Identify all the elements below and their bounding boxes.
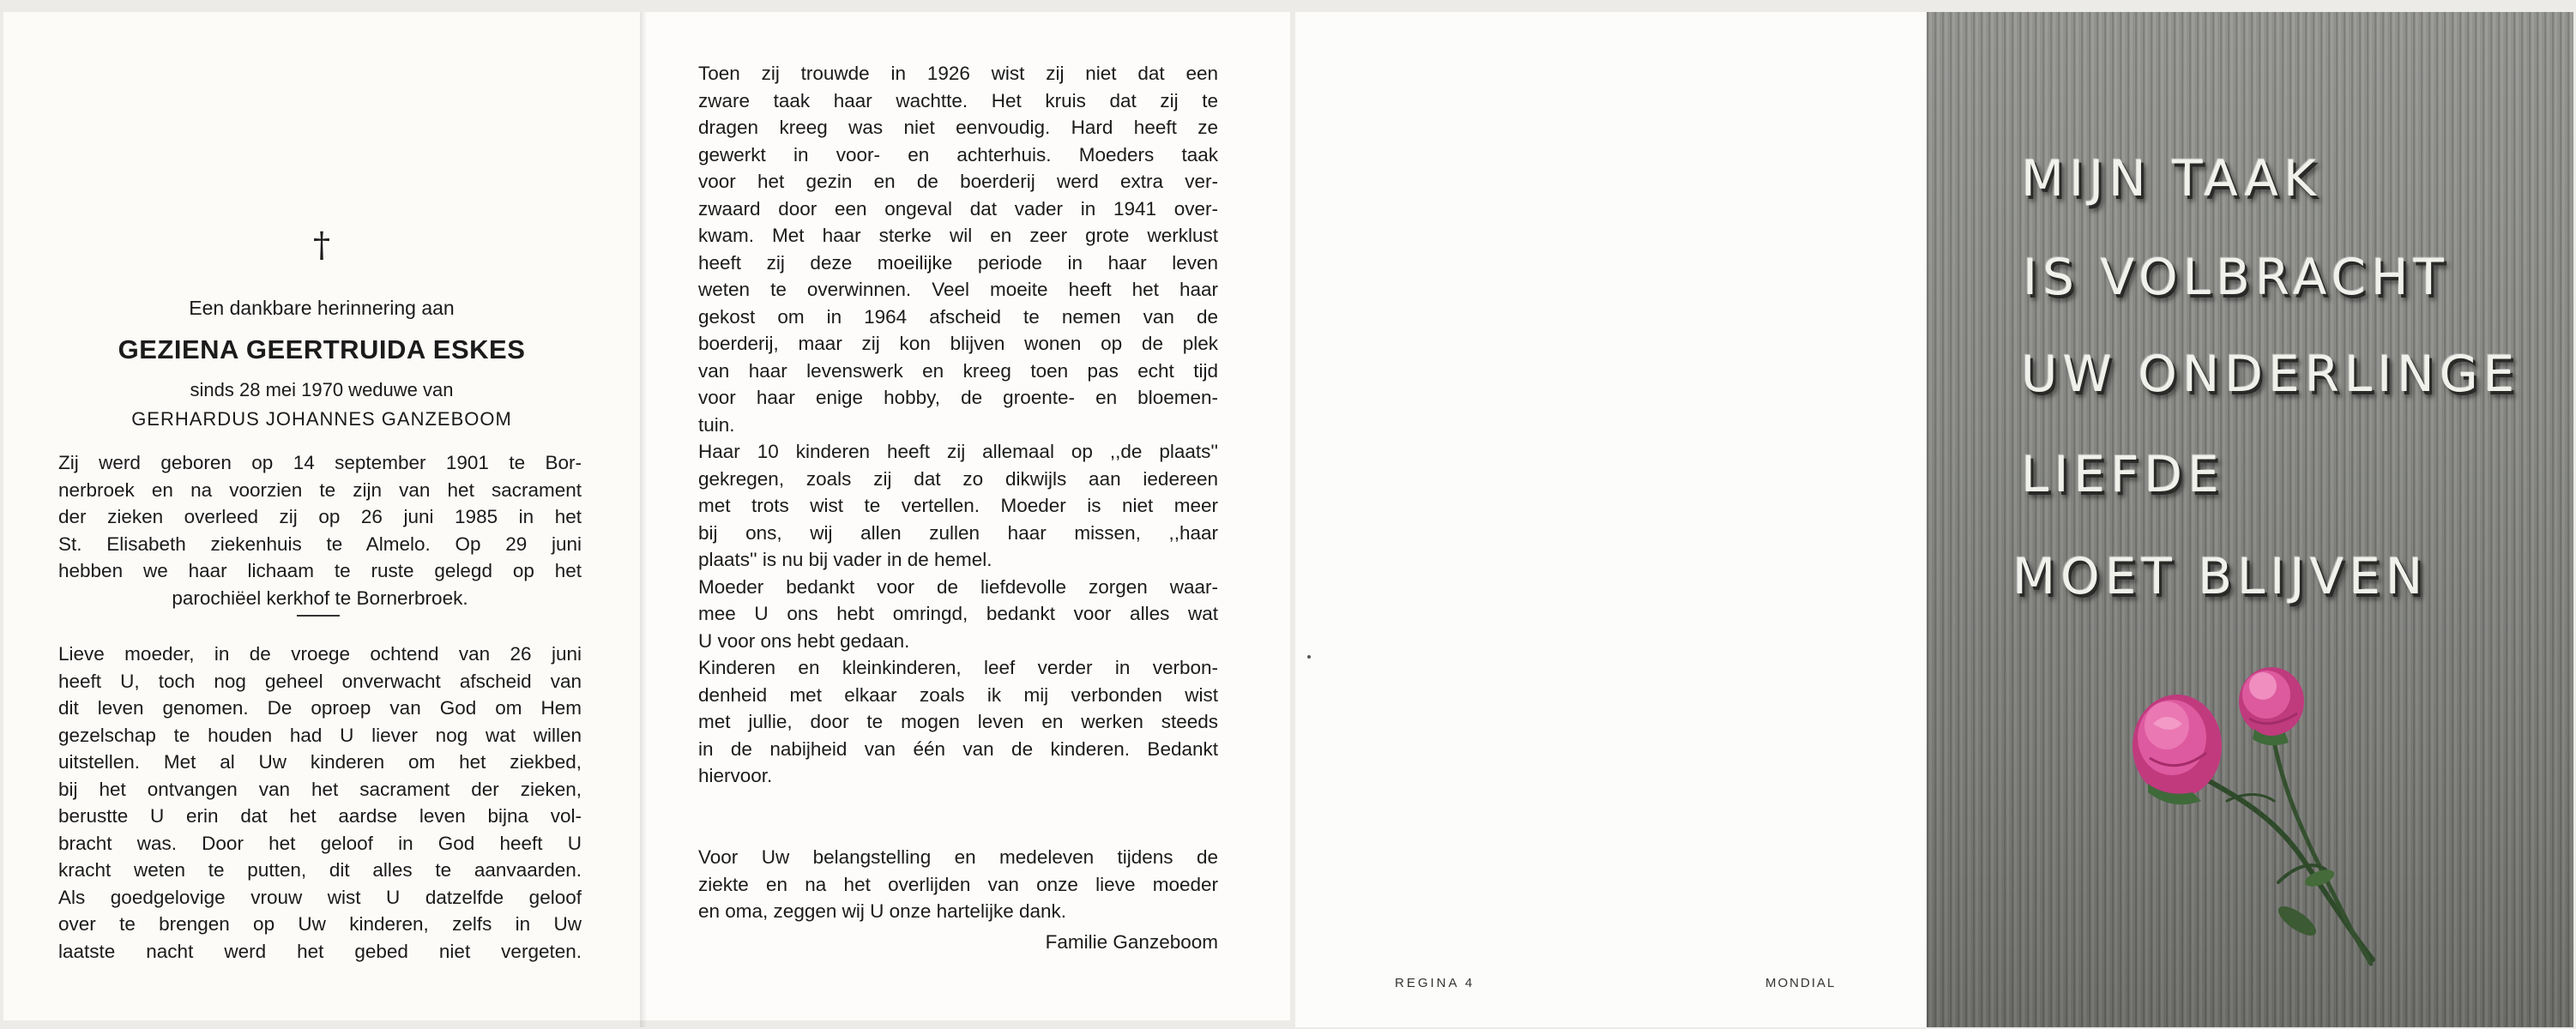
text-line: hiervoor. bbox=[698, 765, 773, 786]
text-line: Kinderen en kleinkinderen, leef verder in verbon- bbox=[698, 657, 1218, 678]
text-line: gekost om in 1964 afscheid te nemen van de bbox=[698, 305, 1218, 328]
text-line: nerbroek en na voorzien te zijn van het sacrament bbox=[58, 478, 582, 501]
text-line: over te brengen op Uw kinderen, zelfs in Uw bbox=[58, 913, 582, 935]
card-page-left bbox=[3, 12, 640, 1020]
roses-icon bbox=[2098, 664, 2381, 972]
plaque-line: UW ONDERLINGE bbox=[2021, 345, 2520, 403]
acknowledgement-paragraph bbox=[698, 844, 1218, 925]
text-line: met trots wist te vertellen. Moeder is niet meer bbox=[698, 495, 1218, 516]
life-story-paragraph bbox=[698, 60, 1218, 790]
card-page-right bbox=[640, 12, 1290, 1020]
text-line: bracht was. Door het geloof in God heeft U bbox=[58, 832, 582, 854]
text-line: voor het gezin en de boerderij werd extra ver- bbox=[698, 171, 1218, 192]
cross-icon: † bbox=[313, 226, 330, 265]
text-line: laatste nacht werd het gebed niet vergeten. bbox=[58, 940, 582, 962]
deceased-name: GEZIENA GEERTRUIDA ESKES bbox=[118, 334, 526, 364]
text-line: met jullie, door te mogen leven en werken steeds bbox=[698, 711, 1218, 732]
text-line: weten te overwinnen. Veel moeite heeft het haar bbox=[698, 279, 1218, 300]
text-line: gewerkt in voor- en achterhuis. Moeders taak bbox=[698, 143, 1218, 165]
plaque-line: LIEFDE bbox=[2021, 445, 2224, 503]
text-line: voor haar enige hobby, de groente- en bloemen- bbox=[698, 387, 1218, 408]
text-line: dit leven genomen. De oproep van God om Hem bbox=[58, 697, 582, 719]
text-line: Zij werd geboren op 14 september 1901 te Bor- bbox=[58, 452, 582, 473]
text-line: zwaard door een ongeval dat vader in 1941 over- bbox=[698, 197, 1218, 220]
text-line: ziekte en na het overlijden van onze lieve moeder bbox=[698, 873, 1218, 895]
farewell-paragraph bbox=[58, 641, 582, 965]
text-line: bij ons, wij allen zullen haar missen, ,,haar bbox=[698, 521, 1218, 544]
text-line: in de nabijheid van één van de kinderen. Bedankt bbox=[698, 737, 1218, 760]
plaque-line: IS VOLBRACHT bbox=[2023, 248, 2449, 306]
text-line: denheid met elkaar zoals ik mij verbonden wist bbox=[698, 683, 1218, 706]
text-line: der zieken overleed zij op 26 juni 1985 in het bbox=[58, 506, 582, 527]
text-line: kwam. Met haar sterke wil en zeer grote werklust bbox=[698, 225, 1218, 246]
text-line: U voor ons hebt gedaan. bbox=[698, 629, 910, 652]
text-line: tuin. bbox=[698, 413, 735, 436]
text-line: bij het ontvangen van het sacrament der zieken, bbox=[58, 778, 582, 800]
print-code: REGINA 4 bbox=[1395, 976, 1475, 990]
text-line: van haar levenswerk en kreeg toen pas echt tijd bbox=[698, 359, 1218, 382]
text-line: heeft U, toch nog geheel onverwacht afscheid van bbox=[58, 670, 582, 692]
text-line: Voor Uw belangstelling en medeleven tijdens de bbox=[698, 846, 1218, 868]
text-line: Als goedgelovige vrouw wist U datzelfde geloof bbox=[58, 886, 582, 908]
widow-since: sinds 28 mei 1970 weduwe van bbox=[190, 379, 454, 400]
card-front-photo bbox=[1927, 12, 2573, 1027]
text-line: heeft zij deze moeilijke periode in haar leven bbox=[698, 251, 1218, 274]
card-back-page bbox=[1295, 12, 1927, 1027]
text-line: gekregen, zoals zij dat zo dikwijls aan iedereen bbox=[698, 467, 1218, 490]
text-line: parochiëel kerkhof te Bornerbroek. bbox=[172, 587, 468, 609]
plaque-line: MOET BLIJVEN bbox=[2012, 547, 2428, 605]
plaque-line: MIJN TAAK bbox=[2021, 149, 2322, 208]
family-signature: Familie Ganzeboom bbox=[1045, 931, 1218, 953]
text-line: Lieve moeder, in de vroege ochtend van 26 juni bbox=[58, 643, 582, 665]
rose-bloom-right bbox=[2239, 667, 2304, 745]
text-line: kracht weten te putten, dit alles te aanvaarden. bbox=[58, 859, 582, 881]
text-line: plaats'' is nu bij vader in de hemel. bbox=[698, 549, 992, 570]
text-line: Toen zij trouwde in 1926 wist zij niet dat een bbox=[698, 63, 1218, 84]
text-line: boerderij, maar zij kon blijven wonen op de plek bbox=[698, 333, 1218, 354]
text-line: berustte U erin dat het aardse leven bijna vol- bbox=[58, 805, 582, 827]
fold-shadow bbox=[640, 12, 647, 1027]
text-line: dragen kreeg was niet eenvoudig. Hard heeft ze bbox=[698, 117, 1218, 138]
rose-bloom-left bbox=[2133, 695, 2222, 804]
text-line: zware taak haar wachtte. Het kruis dat zij te bbox=[698, 89, 1218, 111]
separator-line bbox=[297, 615, 340, 617]
paper-speck bbox=[1307, 655, 1311, 659]
text-line: hebben we haar lichaam te ruste gelegd op het bbox=[58, 560, 582, 581]
publisher-mark: MONDIAL bbox=[1765, 976, 1837, 990]
birth-paragraph bbox=[58, 449, 582, 611]
text-line: uitstellen. Met al Uw kinderen om het ziekbed, bbox=[58, 751, 582, 773]
text-line: Moeder bedankt voor de liefdevolle zorgen waar- bbox=[698, 575, 1218, 598]
text-line: mee U ons hebt omringd, bedankt voor alles wat bbox=[698, 603, 1218, 624]
intro-text: Een dankbare herinnering aan bbox=[189, 297, 455, 319]
husband-name: GERHARDUS JOHANNES GANZEBOOM bbox=[131, 408, 512, 430]
text-line: gezelschap te houden had U liever nog wat willen bbox=[58, 724, 582, 746]
text-line: St. Elisabeth ziekenhuis te Almelo. Op 29 juni bbox=[58, 533, 582, 555]
text-line: en oma, zeggen wij U onze hartelijke dank. bbox=[698, 900, 1066, 922]
text-line: Haar 10 kinderen heeft zij allemaal op ,,de plaats'' bbox=[698, 441, 1218, 462]
